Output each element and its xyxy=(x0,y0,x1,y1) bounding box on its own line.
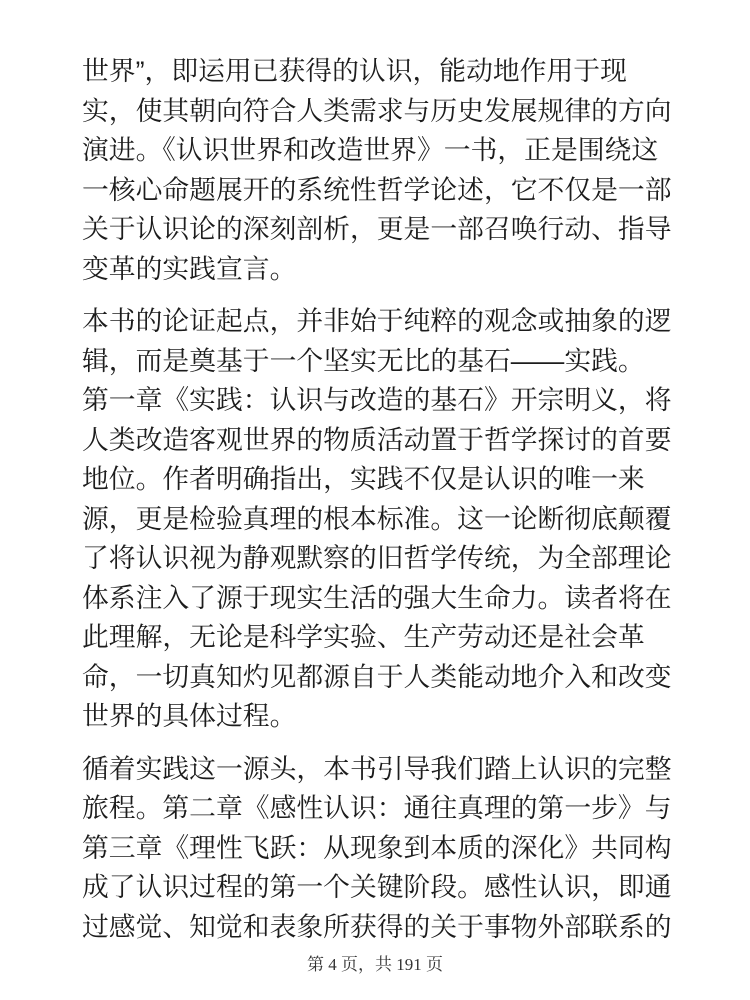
text-line: 人类改造客观世界的物质活动置于哲学探讨的首要 xyxy=(82,424,672,455)
text-line: 变革的实践宣言。 xyxy=(82,253,297,284)
text-line: 演进。《认识世界和改造世界》一书，正是围绕这 xyxy=(82,135,659,165)
text-line: 循着实践这一源头，本书引导我们踏上认识的完整 xyxy=(82,753,672,784)
text-line: 命，一切真知灼见都源自于人类能动地介入和改变 xyxy=(82,661,672,692)
text-line: 了将认识视为静观默察的旧哲学传统，为全部理论 xyxy=(82,543,672,573)
paragraph-1 xyxy=(82,52,692,289)
text-line: 旅程。第二章《感性认识：通往真理的第一步》与 xyxy=(82,793,672,823)
text-line: 实，使其朝向符合人类需求与历史发展规律的方向 xyxy=(82,95,672,126)
text-line: 辑，而是奠基于一个坚实无比的基石——实践。 xyxy=(82,345,645,376)
text-line: 第三章《理性飞跃：从现象到本质的深化》共同构 xyxy=(82,832,672,863)
page-text-body xyxy=(82,52,692,960)
text-line: 成了认识过程的第一个关键阶段。感性认识，即通 xyxy=(82,872,672,902)
text-line: 地位。作者明确指出，实践不仅是认识的唯一来 xyxy=(82,464,645,494)
text-line: 体系注入了源于现实生活的强大生命力。读者将在 xyxy=(82,582,672,613)
text-line: 世界的具体过程。 xyxy=(82,701,297,731)
page-indicator: 第 4 页，共 191 页 xyxy=(307,955,443,974)
text-line: 本书的论证起点，并非始于纯粹的观念或抽象的逻 xyxy=(82,306,672,336)
text-line: 源，更是检验真理的根本标准。这一论断彻底颠覆 xyxy=(82,503,672,534)
text-line: 此理解，无论是科学实验、生产劳动还是社会革 xyxy=(82,622,645,652)
text-line: 过感觉、知觉和表象所获得的关于事物外部联系的 xyxy=(82,911,672,942)
paragraph-2 xyxy=(82,302,692,737)
text-line: 世界”，即运用已获得的认识，能动地作用于现 xyxy=(82,56,627,86)
text-line: 第一章《实践：认识与改造的基石》开宗明义，将 xyxy=(82,385,672,415)
text-line: 关于认识论的深刻剖析，更是一部召唤行动、指导 xyxy=(82,214,672,244)
text-line: 一核心命题展开的系统性哲学论述，它不仅是一部 xyxy=(82,174,672,205)
paragraph-3 xyxy=(82,750,692,948)
